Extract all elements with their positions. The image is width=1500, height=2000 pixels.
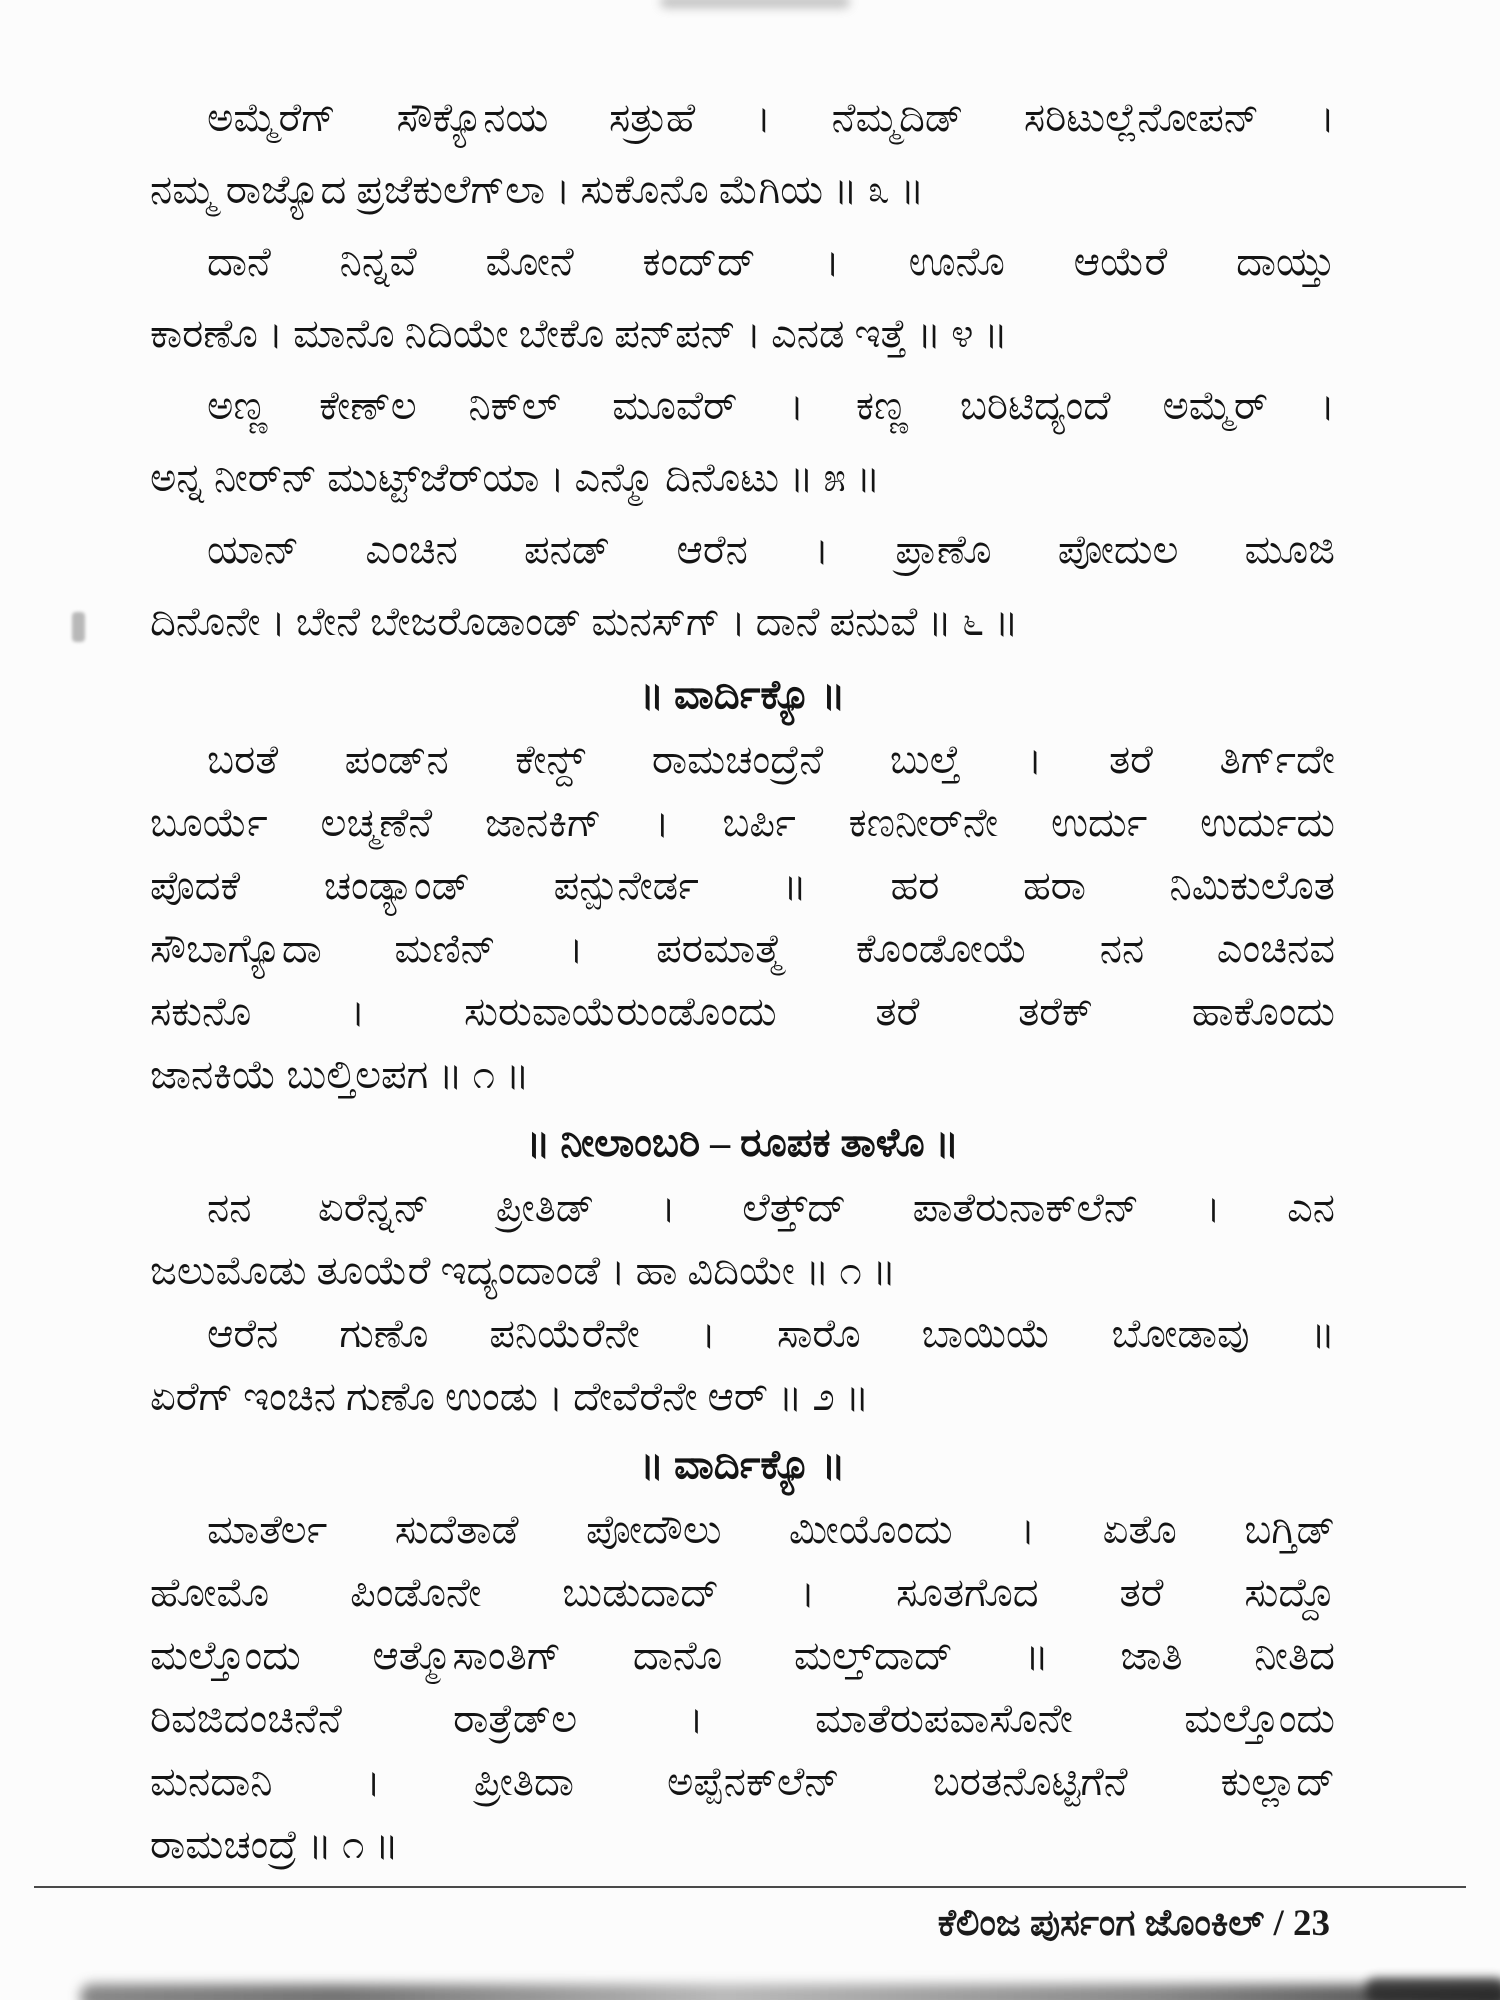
scan-smudge-top [660, 0, 850, 8]
text-line: ಅಣ್ಣ ಕೇಣ್‌ಲ ನಿಕ್‌ಲ್ ಮೂವೆರ್ । ಕಣ್ಣ ಬರಿಟಿದ್ಯಂದೆ ಅಮ್ಮೆರ್ । [207, 383, 1335, 428]
text-line: ನಮ್ಮ ರಾಜ್ಯೊದ ಪ್ರಜೆಕುಲೆಗ್‌ಲಾ । ಸುಕೊನೊ ಮೆಗಿಯ ॥ ೩ ॥ [150, 167, 925, 212]
scan-shadow-corner [1366, 1978, 1500, 2000]
text-line: ರಾಮಚಂದ್ರೆ ॥ ೧ ॥ [150, 1822, 399, 1867]
section-heading: ॥ ವಾರ್ದಿಕ್ಯೊ ॥ [639, 672, 846, 717]
footer-divider [34, 1886, 1466, 1888]
text-line: ದಾನೆ ನಿನ್ನವೆ ಮೋನೆ ಕಂದ್‌ದ್ । ಊನೊ ಆಯೆರೆ ದಾಯ್ತು [207, 239, 1335, 284]
text-line: ಮಲ್ತೊಂದು ಆತ್ಮೊಸಾಂತಿಗ್ ದಾನೊ ಮಲ್ತ್‌ದಾದ್ ॥ ಜಾತಿ ನೀತಿದ [150, 1633, 1335, 1678]
prose-paragraph [150, 728, 1335, 1106]
text-line: ಆರೆನ ಗುಣೊ ಪನಿಯೆರೆನೇ । ಸಾರೊ ಬಾಯಿಯೆ ಬೋಡಾವು ॥ [207, 1311, 1335, 1356]
text-line: ಹೋಮೊ ಪಿಂಡೊನೇ ಬುಡುದಾದ್ । ಸೂತಗೊದ ತರೆ ಸುದ್ದೊ [150, 1570, 1335, 1615]
text-line: ಸೌಬಾಗ್ಯೊದಾ ಮಣಿನ್ । ಪರಮಾತ್ಮೆ ಕೊಂಡೋಯೆ ನನ ಎಂಚಿನವ [150, 926, 1335, 971]
text-line: ಏರೆಗ್ ಇಂಚಿನ ಗುಣೊ ಉಂಡು । ದೇವೆರೆನೇ ಆರ್ ॥ ೨ ॥ [150, 1374, 870, 1419]
prose-paragraph [150, 1498, 1335, 1876]
prose-paragraph [150, 1302, 1335, 1428]
verse-paragraph [150, 82, 1335, 226]
verse-paragraph [150, 370, 1335, 514]
text-line: ಮಾತೆರ್ಲ ಸುದೆತಾಡೆ ಪೋದೌಲು ಮೀಯೊಂದು । ಏತೊ ಬಗ್ತಿಡ್ [207, 1507, 1335, 1552]
scan-tick-left [72, 612, 85, 642]
text-column [150, 82, 1335, 1876]
prose-paragraph [150, 1176, 1335, 1302]
text-line: ರಿವಜಿದಂಚಿನೆನೆ ರಾತ್ರೆಡ್‌ಲ । ಮಾತೆರುಪವಾಸೊನೇ ಮಲ್ತೊಂದು [150, 1696, 1335, 1741]
text-line: ಜಲುಮೊಡು ತೂಯೆರೆ ಇದ್ಯಂದಾಂಡೆ । ಹಾ ವಿದಿಯೇ ॥ ೧ ॥ [150, 1248, 897, 1293]
text-line: ಮನದಾನಿ । ಪ್ರೀತಿದಾ ಅಪ್ಪೆನಕ್‌ಲೆನ್ ಬರತನೊಟ್ಟಿಗೆನೆ ಕುಲ್ಲಾದ್ [150, 1759, 1335, 1804]
text-line: ಯಾನ್ ಎಂಚಿನ ಪನಡ್ ಆರೆನ । ಪ್ರಾಣೊ ಪೋದುಲ ಮೂಜಿ [207, 527, 1335, 572]
verse-paragraph [150, 226, 1335, 370]
text-line: ಅನ್ನ ನೀರ್‌ನ್ ಮುಟ್ಟ್‌ಜೆರ್‌ಯಾ । ಎನ್ಮೊ ದಿನೊಟು ॥ ೫ ॥ [150, 455, 881, 500]
text-line: ನನ ಏರೆನ್ನನ್ ಪ್ರೀತಿಡ್ । ಲೆತ್ತ್‌ದ್ ಪಾತೆರುನಾಕ್‌ಲೆನ್ । ಎನ [207, 1185, 1335, 1230]
text-line: ದಿನೊನೇ । ಬೇನೆ ಬೇಜರೊಡಾಂಡ್ ಮನಸ್‌ಗ್ । ದಾನೆ ಪನುವೆ ॥ ೬ ॥ [150, 599, 1019, 644]
verse-paragraph [150, 514, 1335, 658]
text-line: ಕಾರಣೊ । ಮಾನೊ ನಿದಿಯೇ ಬೇಕೊ ಪನ್‌ಪನ್ । ಎನಡ ಇತ್ತೆ ॥ ೪ ॥ [150, 311, 1008, 356]
text-line: ಜಾನಕಿಯೆ ಬುಲ್ತಿಲಪಗ ॥ ೧ ॥ [150, 1052, 530, 1097]
text-line: ಬರತೆ ಪಂಡ್‌ನ ಕೇನ್ದ್ ರಾಮಚಂದ್ರೆನೆ ಬುಲ್ತೆ । ತರೆ ತಿರ್ಗ್‌ದೇ [207, 737, 1335, 782]
scan-shadow-bottom [80, 1984, 1500, 2000]
text-line: ಬೂರ್ಯೆ ಲಚ್ಮಣೆನೆ ಜಾನಕಿಗ್ । ಬರ್ಪಿ ಕಣನೀರ್‌ನೇ ಉರ್ದು ಉರ್ದುದು [150, 800, 1335, 845]
text-line: ಅಮ್ಮೆರೆಗ್ ಸೌಕ್ಯೊನಯ ಸತ್ರುಹೆ । ನೆಮ್ಮದಿಡ್ ಸರಿಟುಲ್ಲೆನೋಪನ್ । [207, 95, 1335, 140]
section-heading: ॥ ನೀಲಾಂಬರಿ – ರೂಪಕ ತಾಳೊ ॥ [526, 1120, 959, 1165]
section-heading: ॥ ವಾರ್ದಿಕ್ಯೊ ॥ [639, 1442, 846, 1487]
text-line: ಸಕುನೊ । ಸುರುವಾಯೆರುಂಡೊಂದು ತರೆ ತರೆಕ್ ಹಾಕೊಂದು [150, 989, 1335, 1034]
page-footer: ಕೆಲಿಂಜ ಪುರ್ಸಂಗ ಜೊಂಕಿಲ್ / 23 [937, 1903, 1330, 1944]
text-line: ಪೊದಕೆ ಚಂಡ್ಯಾಂಡ್ ಪನ್ಪುನೇರ್ಡ ॥ ಹರ ಹರಾ ನಿಮಿಕುಲೊತ [150, 863, 1335, 908]
